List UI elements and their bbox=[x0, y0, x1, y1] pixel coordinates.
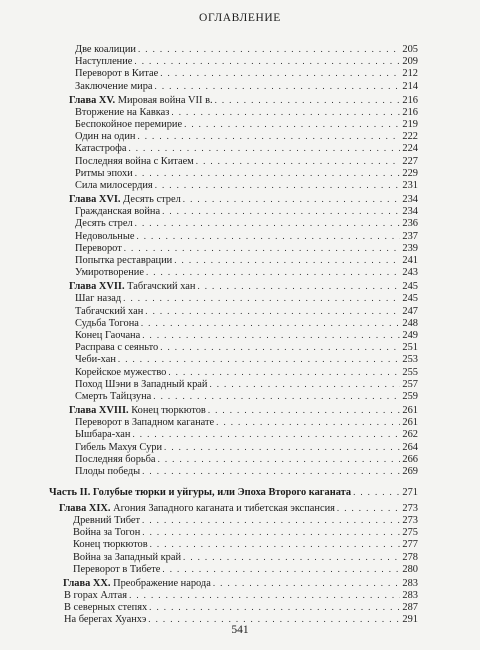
toc-subentry bbox=[75, 142, 418, 154]
toc-entry-title bbox=[75, 231, 134, 243]
toc-entry-title bbox=[73, 515, 140, 527]
toc-chapter bbox=[59, 502, 418, 514]
dot-leader bbox=[183, 193, 401, 205]
toc-entry-text: На берегах Хуанхэ bbox=[64, 614, 147, 626]
toc-page-number: 273 bbox=[402, 502, 418, 514]
toc-entry-title bbox=[75, 267, 144, 279]
toc-entry-title bbox=[75, 156, 194, 168]
toc-subentry bbox=[75, 465, 418, 477]
toc-entry-text: Заключение мира bbox=[75, 80, 153, 92]
toc-entry-title bbox=[69, 194, 181, 206]
toc-entry-text: Древний Тибет bbox=[73, 514, 141, 526]
dot-leader bbox=[142, 526, 400, 538]
toc-chapter bbox=[69, 94, 418, 106]
toc-entry-title bbox=[75, 354, 116, 366]
toc-entry-title bbox=[75, 68, 158, 80]
toc-subentry bbox=[75, 118, 418, 130]
dot-leader bbox=[174, 254, 400, 266]
dot-leader bbox=[208, 404, 401, 416]
dot-leader bbox=[128, 142, 400, 154]
dot-leader bbox=[124, 242, 401, 254]
toc-entry-text: Расправа с сеяньто bbox=[75, 342, 159, 354]
toc-entry-title bbox=[75, 379, 207, 391]
toc-entry-text: Плоды победы bbox=[75, 466, 141, 477]
dot-leader bbox=[216, 416, 400, 428]
dot-leader bbox=[135, 167, 401, 179]
toc-page-number: 271 bbox=[402, 487, 418, 499]
dot-leader bbox=[171, 106, 400, 118]
toc-subentry bbox=[64, 601, 418, 613]
toc-subentry bbox=[73, 551, 418, 563]
dot-leader bbox=[135, 217, 401, 229]
toc-entry-title bbox=[75, 206, 160, 218]
toc-subentry bbox=[75, 80, 418, 92]
toc-entry-title bbox=[75, 454, 156, 466]
toc-entry-text: Две коалиции bbox=[75, 44, 136, 55]
dot-leader bbox=[145, 305, 400, 317]
toc-entry-prefix: Глава XVI. bbox=[69, 194, 121, 205]
toc-entry-title bbox=[75, 107, 169, 119]
dot-leader bbox=[142, 329, 400, 341]
dot-leader bbox=[183, 551, 400, 563]
toc-subentry bbox=[75, 67, 418, 79]
dot-leader bbox=[158, 453, 401, 465]
toc-page-number: 257 bbox=[402, 378, 418, 390]
toc-subentry bbox=[75, 205, 418, 217]
toc-entry-title bbox=[75, 243, 122, 255]
toc-subentry bbox=[75, 266, 418, 278]
toc-subentry bbox=[73, 514, 418, 526]
toc-entry-text: Шаг назад bbox=[75, 293, 122, 305]
toc-entry-text: Конец тюркютов bbox=[128, 405, 206, 416]
toc-page-number: 224 bbox=[402, 143, 418, 155]
toc-entry-text: Табгачский хан bbox=[75, 305, 144, 317]
toc-subentry bbox=[75, 428, 418, 440]
toc-page-number: 261 bbox=[402, 405, 418, 416]
dot-leader bbox=[337, 502, 401, 514]
dot-leader bbox=[142, 465, 400, 477]
toc-entry-prefix: Глава XX. bbox=[63, 577, 111, 589]
toc-page-number: 253 bbox=[402, 354, 418, 366]
toc-entry-text: Конец Гаочана bbox=[75, 330, 141, 341]
toc-entry-title bbox=[75, 81, 153, 93]
toc-entry-title bbox=[75, 442, 162, 454]
toc-subentry bbox=[75, 167, 418, 179]
toc-subentry bbox=[75, 390, 418, 402]
toc-entry-title bbox=[64, 590, 127, 602]
dot-leader bbox=[215, 94, 401, 106]
toc-chapter bbox=[69, 280, 418, 292]
toc-entry-text: Последняя борьба bbox=[75, 453, 156, 465]
dot-leader bbox=[136, 230, 400, 242]
toc-entry-title bbox=[75, 429, 130, 441]
toc-entry-text: Недовольные bbox=[75, 230, 135, 242]
toc-subentry bbox=[75, 43, 418, 55]
toc-entry-title bbox=[75, 306, 143, 318]
toc-entry-title bbox=[75, 44, 136, 56]
toc-entry-title bbox=[73, 552, 181, 564]
toc-entry-text: Ритмы эпохи bbox=[75, 167, 133, 179]
toc-entry-title bbox=[75, 131, 135, 143]
toc-subentry bbox=[73, 538, 418, 550]
dot-leader bbox=[134, 55, 400, 67]
toc-entry-text: Смерть Тайцзуна bbox=[75, 391, 152, 402]
toc-page-number: 219 bbox=[402, 119, 418, 130]
toc-entry-text: Конец тюркютов bbox=[73, 539, 148, 551]
toc-entry-text: Мировая война VII в. bbox=[115, 94, 213, 106]
toc-entry-text: Десять стрел bbox=[120, 194, 181, 205]
toc-entry-title bbox=[75, 255, 172, 267]
toc-page-number: 273 bbox=[402, 514, 418, 526]
toc-subentry bbox=[75, 106, 418, 118]
toc-entry-title bbox=[75, 330, 140, 342]
toc-page-number: 283 bbox=[402, 577, 418, 589]
toc-entry-text: В северных степях bbox=[64, 602, 148, 614]
toc-entry-title bbox=[75, 56, 132, 68]
dot-leader bbox=[149, 601, 400, 613]
toc-page-number: 214 bbox=[402, 80, 418, 92]
dot-leader bbox=[153, 390, 400, 402]
toc-entry-text: Гражданская война bbox=[75, 206, 161, 218]
toc-page-number: 243 bbox=[402, 267, 418, 279]
toc-subentry bbox=[75, 55, 418, 67]
toc-subentry bbox=[75, 353, 418, 365]
toc-page-number: 248 bbox=[402, 317, 418, 329]
toc-entry-title bbox=[75, 218, 133, 230]
toc-entry-title bbox=[75, 417, 214, 429]
toc-entry-text: В горах Алтая bbox=[64, 589, 128, 601]
toc-entry-title bbox=[75, 168, 133, 180]
toc-entry-title bbox=[69, 281, 195, 293]
toc-entry-text: Последняя война с Китаем bbox=[75, 155, 194, 167]
toc-entry-title bbox=[75, 367, 166, 379]
dot-leader bbox=[155, 179, 401, 191]
toc-entry-text: Поход Шэни в Западный край bbox=[75, 378, 208, 390]
toc-page-number: 239 bbox=[402, 242, 418, 254]
toc-entry-text: Переворот bbox=[75, 242, 122, 254]
page-header: ОГЛАВЛЕНИЕ bbox=[199, 12, 281, 24]
toc-subentry bbox=[75, 329, 418, 341]
toc-page-number: 287 bbox=[402, 602, 418, 614]
toc-entry-text: Катастрофа bbox=[75, 143, 127, 155]
toc-page-number: 245 bbox=[402, 293, 418, 305]
toc-page-number: 255 bbox=[402, 366, 418, 378]
toc-page-number: 229 bbox=[402, 167, 418, 179]
dot-leader bbox=[141, 317, 401, 329]
toc-subentry bbox=[75, 378, 418, 390]
toc-subentry bbox=[64, 589, 418, 601]
toc-subentry bbox=[75, 292, 418, 304]
toc-page-number: 269 bbox=[402, 466, 418, 477]
toc-subentry bbox=[75, 242, 418, 254]
toc-entry-title bbox=[59, 503, 335, 515]
dot-leader bbox=[142, 514, 400, 526]
toc-subentry bbox=[75, 416, 418, 428]
toc-subentry bbox=[75, 441, 418, 453]
toc-entry-title bbox=[75, 180, 153, 192]
dot-leader bbox=[138, 43, 400, 55]
toc-entry-title bbox=[73, 539, 148, 551]
toc-entry-title bbox=[75, 342, 158, 354]
toc-page-number: 222 bbox=[402, 131, 418, 143]
toc-entry-title bbox=[63, 578, 211, 590]
toc-entry-prefix: Глава XIX. bbox=[59, 502, 111, 514]
toc-entry-text: Наступление bbox=[75, 56, 133, 68]
toc-entry-title bbox=[73, 527, 140, 539]
dot-leader bbox=[118, 353, 401, 365]
dot-leader bbox=[168, 366, 400, 378]
toc-page-number: 266 bbox=[402, 453, 418, 465]
toc-page-number: 259 bbox=[402, 391, 418, 402]
toc-entry-text: Ышбара-хан bbox=[75, 429, 131, 441]
dot-leader bbox=[129, 589, 400, 601]
dot-leader bbox=[164, 441, 400, 453]
toc-entry-prefix: Глава XV. bbox=[69, 94, 116, 106]
toc-page-number: 280 bbox=[402, 563, 418, 575]
dot-leader bbox=[150, 538, 401, 550]
toc-entry-text: Судьба Тогона bbox=[75, 317, 139, 329]
toc-page-number: 216 bbox=[402, 94, 418, 106]
toc-entry-text: Война за Тогон bbox=[73, 527, 141, 539]
dot-leader bbox=[160, 341, 400, 353]
toc-entry-title bbox=[75, 318, 139, 330]
toc-page-number: 247 bbox=[402, 305, 418, 317]
toc-entry-title bbox=[75, 119, 182, 131]
toc-page-number: 262 bbox=[402, 429, 418, 441]
toc-page-number: 264 bbox=[402, 441, 418, 453]
toc-entry-text: Переворот в Китае bbox=[75, 68, 159, 80]
toc-part bbox=[49, 486, 418, 498]
toc-entry-title bbox=[75, 143, 126, 155]
toc-page-number: 234 bbox=[402, 194, 418, 205]
dot-leader bbox=[162, 205, 400, 217]
toc-page-number: 205 bbox=[402, 44, 418, 55]
dot-leader bbox=[196, 155, 401, 167]
toc-entry-text: Один на один bbox=[75, 131, 136, 143]
toc-entry-text: Война за Западный край bbox=[73, 551, 182, 563]
toc-subentry bbox=[75, 317, 418, 329]
toc-entry-title bbox=[69, 405, 206, 417]
toc-subentry bbox=[75, 230, 418, 242]
dot-leader bbox=[123, 292, 400, 304]
toc-chapter bbox=[63, 577, 418, 589]
toc-page-number: 261 bbox=[402, 417, 418, 429]
dot-leader bbox=[209, 378, 400, 390]
toc-subentry bbox=[75, 130, 418, 142]
toc-subentry bbox=[75, 341, 418, 353]
toc-entry-title bbox=[64, 602, 147, 614]
toc-entry-text: Агония Западного каганата и тибетская экспансия bbox=[110, 502, 335, 514]
toc-entry-prefix: Глава XVIII. bbox=[69, 405, 129, 416]
toc-subentry bbox=[75, 305, 418, 317]
toc-page-number: 291 bbox=[402, 614, 418, 626]
dot-leader bbox=[184, 118, 400, 130]
toc-chapter bbox=[69, 193, 418, 205]
dot-leader bbox=[132, 428, 400, 440]
toc-page-number: 241 bbox=[402, 255, 418, 266]
toc-entry-text: Вторжение на Кавказ bbox=[75, 106, 170, 118]
toc-entry-prefix: Часть II. Голубые тюрки и уйгуры, или Эпоха Второго каганата bbox=[49, 487, 352, 499]
dot-leader bbox=[160, 67, 400, 79]
toc-entry-title bbox=[49, 487, 351, 499]
toc-page-number: 236 bbox=[402, 218, 418, 230]
toc-page-number: 231 bbox=[402, 180, 418, 191]
toc-page-number: 275 bbox=[402, 527, 418, 539]
toc-entry-text: Десять стрел bbox=[75, 218, 133, 230]
toc-entry-text: Табгачский хан bbox=[124, 281, 196, 293]
toc-page-number: 283 bbox=[402, 589, 418, 601]
toc-entry-text: Попытка реставрации bbox=[75, 255, 173, 266]
dot-leader bbox=[162, 563, 400, 575]
toc-entry-text: Чеби-хан bbox=[75, 354, 116, 366]
dot-leader bbox=[137, 130, 400, 142]
toc-page-number: 227 bbox=[402, 155, 418, 167]
toc-entry-title bbox=[75, 293, 121, 305]
toc-entry-text: Гибель Махуя Сури bbox=[75, 441, 163, 453]
toc-subentry bbox=[75, 179, 418, 191]
toc-entry-text: Корейское мужество bbox=[75, 366, 167, 378]
toc-page-number: 278 bbox=[402, 551, 418, 563]
toc-entry-prefix: Глава XVII. bbox=[69, 281, 125, 293]
dot-leader bbox=[146, 266, 400, 278]
toc-page-number: 212 bbox=[402, 68, 418, 80]
toc-subentry bbox=[73, 563, 418, 575]
toc-page-number: 209 bbox=[402, 56, 418, 68]
toc-chapter bbox=[69, 404, 418, 416]
toc-page-number: 277 bbox=[402, 539, 418, 551]
page-number: 541 bbox=[231, 624, 249, 636]
toc-entry-text: Переворот в Западном каганате bbox=[75, 417, 215, 429]
toc-page-number: 249 bbox=[402, 330, 418, 341]
toc-subentry bbox=[75, 254, 418, 266]
toc-subentry bbox=[75, 366, 418, 378]
toc-page-number: 234 bbox=[402, 206, 418, 218]
toc-entry-title bbox=[75, 466, 140, 478]
toc-entry-text: Преображение народа bbox=[110, 577, 211, 589]
toc-entry-text: Беспокойное перемирие bbox=[75, 119, 183, 130]
dot-leader bbox=[213, 577, 401, 589]
toc-entry-title bbox=[75, 391, 151, 403]
toc-page-number: 245 bbox=[402, 281, 418, 293]
toc-subentry bbox=[75, 453, 418, 465]
toc-entry-title bbox=[73, 564, 160, 576]
toc-entry-text: Сила милосердия bbox=[75, 180, 153, 191]
toc-entry-text: Умиротворение bbox=[75, 267, 144, 279]
toc-page-number: 216 bbox=[402, 106, 418, 118]
toc-subentry bbox=[75, 155, 418, 167]
toc-entry-title bbox=[69, 95, 213, 107]
dot-leader bbox=[197, 280, 400, 292]
toc-subentry bbox=[73, 526, 418, 538]
toc-page-number: 237 bbox=[402, 230, 418, 242]
toc-page-number: 251 bbox=[402, 342, 418, 354]
dot-leader bbox=[155, 80, 401, 92]
toc-entry-text: Переворот в Тибете bbox=[73, 563, 161, 575]
dot-leader bbox=[353, 486, 400, 498]
toc-subentry bbox=[75, 217, 418, 229]
